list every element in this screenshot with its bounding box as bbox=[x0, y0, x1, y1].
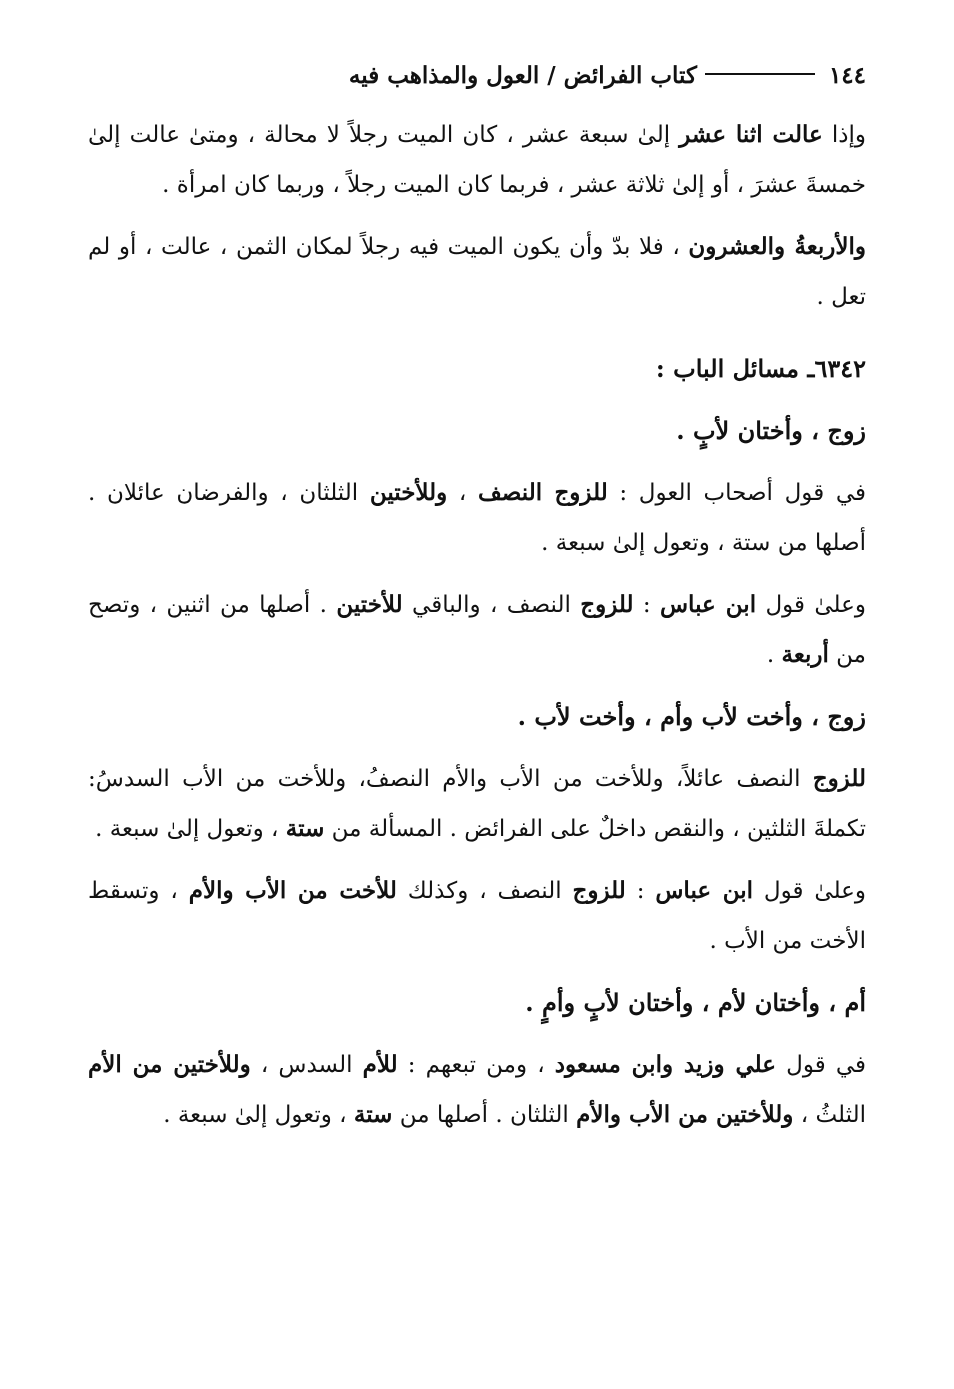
bold-text: ستة bbox=[353, 1101, 393, 1128]
text: النصف ، والباقي bbox=[402, 592, 581, 618]
case-3-paragraph-1 bbox=[88, 1040, 866, 1140]
case-2-title: زوج ، وأخت لأب وأم ، وأخت لأب . bbox=[517, 702, 866, 731]
text: في قول أصحاب العول : bbox=[607, 480, 867, 506]
bold-text: عالت اثنا عشر bbox=[679, 121, 823, 148]
bold-text: للزوج bbox=[572, 877, 626, 904]
case-1-paragraph-2 bbox=[88, 580, 866, 680]
text: وعلىٰ قول bbox=[753, 878, 867, 904]
text: : bbox=[633, 592, 660, 618]
text: النصف عائلاً، وللأخت من الأب والأم النصفُ، وللأخت من الأب السدسُ: تكملةَ الثلثين ، والنقص داخلٌ على الفرائض . المسألة من bbox=[88, 766, 866, 842]
running-title: كتاب الفرائض / العول والمذاهب فيه bbox=[348, 62, 697, 89]
book-page bbox=[88, 62, 866, 1140]
text: ، ومن تبعهم : bbox=[397, 1052, 555, 1078]
bold-text: للزوج bbox=[812, 765, 866, 792]
paragraph-1 bbox=[88, 110, 866, 210]
bold-text: وللأختين bbox=[369, 479, 448, 506]
bold-text: للزوج النصف bbox=[478, 479, 608, 506]
paragraph-2 bbox=[88, 222, 866, 322]
bold-text: أربعة bbox=[781, 641, 829, 668]
text: وعلىٰ قول bbox=[756, 592, 867, 618]
text: الثلثان . أصلها من bbox=[392, 1102, 577, 1128]
text: . bbox=[766, 642, 782, 668]
bold-text: للأختين bbox=[336, 591, 403, 618]
case-1-paragraph-1 bbox=[88, 468, 866, 568]
bold-text: وللأختين من الأم bbox=[88, 1051, 251, 1078]
text: في قول bbox=[775, 1052, 867, 1078]
text: ، فلا بدّ وأن يكون الميت فيه رجلاً لمكان الثمن ، عالت ، أو لم تعل . bbox=[88, 234, 866, 310]
bold-text: ابن عباس bbox=[655, 877, 754, 904]
section-heading: ٦٣٤٢ـ مسائل الباب : bbox=[655, 354, 866, 383]
bold-text: علي وزيد وابن مسعود bbox=[554, 1051, 776, 1078]
text: النصف ، وكذلك bbox=[396, 878, 573, 904]
case-2-paragraph-1 bbox=[88, 754, 866, 854]
bold-text: للأم bbox=[362, 1051, 398, 1078]
text: الثلثان ، والفرضان عائلان . أصلها من ستة ، وتعول إلىٰ سبعة . bbox=[88, 480, 866, 556]
text: : bbox=[625, 878, 656, 904]
bold-text: والأربعةُ والعشرون bbox=[688, 233, 866, 260]
bold-text: للزوج bbox=[580, 591, 634, 618]
case-3-title: أم ، وأختان لأم ، وأختان لأبٍ وأمٍ . bbox=[525, 988, 866, 1017]
bold-text: وللأختين من الأب والأم bbox=[576, 1101, 794, 1128]
bold-text: للأخت من الأب والأم bbox=[188, 877, 397, 904]
text: الثلثُ ، bbox=[793, 1102, 866, 1128]
text: وإذا bbox=[822, 122, 866, 148]
text: ، وتعول إلىٰ سبعة . bbox=[163, 1102, 354, 1128]
text: . أصلها من اثنين ، وتصح من bbox=[88, 592, 866, 668]
page-header bbox=[88, 62, 866, 102]
case-2-paragraph-2 bbox=[88, 866, 866, 966]
text: السدس ، bbox=[250, 1052, 363, 1078]
page-number: ١٤٤ bbox=[828, 62, 866, 89]
text: ، وتسقط الأخت من الأب . bbox=[88, 878, 866, 954]
text: ، وتعول إلىٰ سبعة . bbox=[95, 816, 286, 842]
text: ، bbox=[447, 480, 478, 506]
header-rule bbox=[705, 73, 815, 75]
case-1-title: زوج ، وأختان لأبٍ . bbox=[676, 416, 866, 445]
bold-text: ستة bbox=[285, 815, 325, 842]
text: إلىٰ سبعة عشر ، كان الميت رجلاً لا محالة ، ومتىٰ عالت إلىٰ خمسةَ عشرَ ، أو إلىٰ ثلاثة عشر ، فربما كان الميت رجلاً ، وربما كان امرأة . bbox=[88, 122, 866, 198]
bold-text: ابن عباس bbox=[659, 591, 757, 618]
